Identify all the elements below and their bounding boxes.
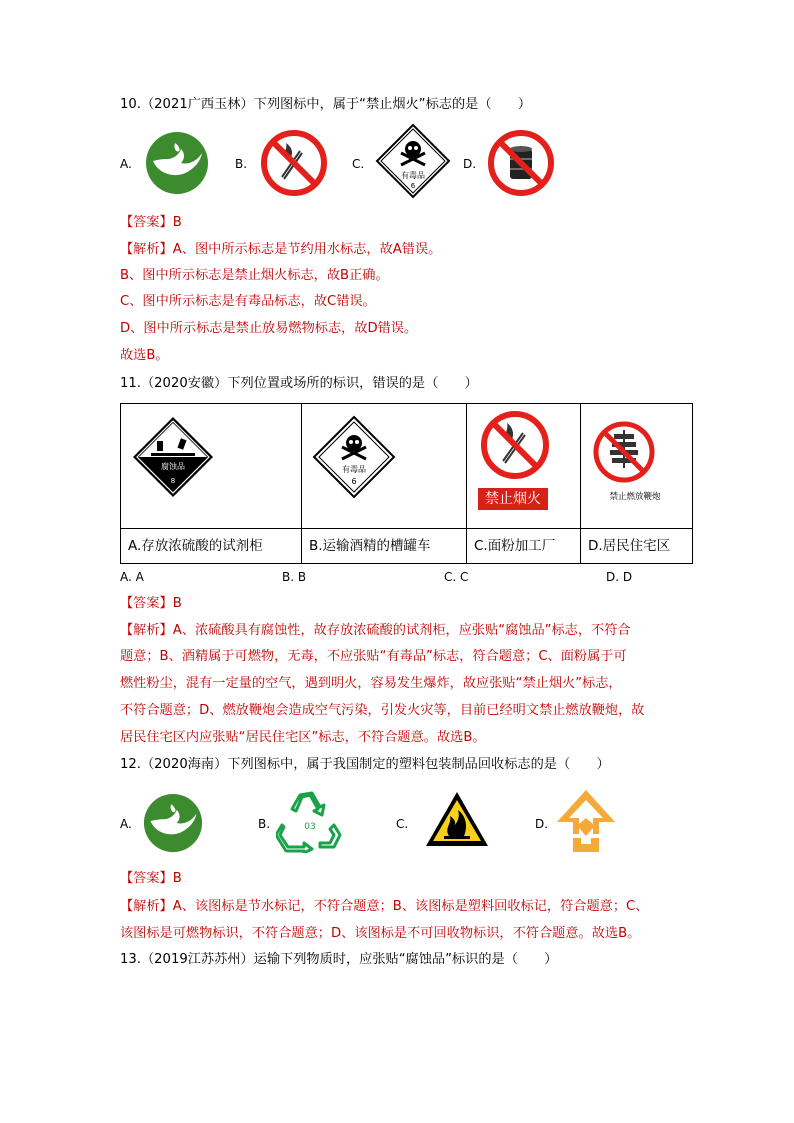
no-firecracker-text: 禁止燃放鞭炮 <box>609 492 661 502</box>
q10-option-a-label: A. <box>120 157 132 171</box>
q11-option-d: D. D <box>606 570 633 584</box>
q11-answer: 【答案】B <box>120 596 182 611</box>
q12-option-a-label: A. <box>120 817 132 831</box>
water-saving-icon <box>145 131 209 195</box>
table-cell-b: B.运输酒精的槽罐车 <box>309 538 431 554</box>
q12-question: 12.（2020海南）下列图标中，属于我国制定的塑料包装制品回收标志的是（ ） <box>120 757 610 772</box>
q11-analysis-line: 不符合题意；D、燃放鞭炮会造成空气污染，引发火灾等，目前已经明文禁止燃放鞭炮，故 <box>120 703 645 718</box>
q10-option-d-label: D. <box>463 157 477 171</box>
table-cell-c: C.面粉加工厂 <box>474 538 556 554</box>
q11-option-c: C. C <box>444 570 469 584</box>
q11-analysis-line: 【解析】A、浓硫酸具有腐蚀性，故存放浓硫酸的试剂柜，应张贴“腐蚀品”标志，不符合 <box>120 623 631 638</box>
corrosive-number: 8 <box>170 477 176 485</box>
q10-question: 10.（2021广西玉林）下列图标中，属于“禁止烟火”标志的是（ ） <box>120 97 532 112</box>
q10-answer: 【答案】B <box>120 215 182 230</box>
q12-answer: 【答案】B <box>120 871 182 886</box>
toxic-icon <box>312 415 396 499</box>
q11-option-a: A. A <box>120 570 144 584</box>
q11-sign-table <box>120 403 693 564</box>
toxic-number: 6 <box>351 477 357 486</box>
q11-question: 11.（2020安徽）下列位置或场所的标识，错误的是（ ） <box>120 376 478 391</box>
q12-option-c-label: C. <box>396 817 409 831</box>
q10-option-b-label: B. <box>235 157 248 171</box>
plastic-recycle-icon <box>276 791 344 853</box>
q11-analysis-line: 题意；B、酒精属于可燃物，无毒，不应张贴“有毒品”标志，符合题意；C、面粉属于可 <box>120 649 627 664</box>
no-fire-banner: 禁止烟火 <box>478 488 548 510</box>
flammable-warning-icon <box>424 790 490 848</box>
q12-analysis-line: 该图标是可燃物标识，不符合题意；D、该图标是不可回收物标识，不符合题意。故选B。 <box>120 926 641 941</box>
non-recyclable-icon <box>555 788 617 854</box>
q11-analysis-line: 燃性粉尘，混有一定量的空气，遇到明火，容易发生爆炸，故应张贴“禁止烟火”标志， <box>120 676 622 691</box>
no-fire-icon <box>260 129 328 197</box>
no-firecracker-icon <box>592 420 656 484</box>
q11-option-b: B. B <box>282 570 307 584</box>
toxic-icon <box>375 123 451 199</box>
table-cell-a: A.存放浓硫酸的试剂柜 <box>128 538 263 554</box>
table-cell-d: D.居民住宅区 <box>588 538 671 554</box>
no-flammable-icon <box>487 129 555 197</box>
q10-analysis-line: C、图中所示标志是有毒品标志，故C错误。 <box>120 294 376 309</box>
q12-option-d-label: D. <box>535 817 549 831</box>
q13-question: 13.（2019江苏苏州）运输下列物质时，应张贴“腐蚀品”标识的是（ ） <box>120 952 558 967</box>
toxic-label: 有毒品 <box>401 171 425 180</box>
q10-analysis-line: 故选B。 <box>120 348 169 363</box>
toxic-label: 有毒品 <box>342 465 366 474</box>
q10-analysis-line: 【解析】A、图中所示标志是节约用水标志，故A错误。 <box>120 242 442 257</box>
toxic-number: 6 <box>410 182 416 190</box>
q10-analysis-line: B、图中所示标志是禁止烟火标志，故B正确。 <box>120 268 389 283</box>
corrosive-icon <box>131 415 215 499</box>
q12-analysis-line: 【解析】A、该图标是节水标记，不符合题意；B、该图标是塑料回收标记，符合题意；C、 <box>120 899 649 914</box>
q11-analysis-line: 居民住宅区内应张贴“居民住宅区”标志，不符合题意。故选B。 <box>120 730 486 745</box>
corrosive-label: 腐蚀品 <box>161 462 185 471</box>
no-fire-icon <box>479 409 551 481</box>
recycle-code: 03 <box>304 822 316 832</box>
q10-analysis-line: D、图中所示标志是禁止放易燃物标志，故D错误。 <box>120 321 418 336</box>
q10-option-c-label: C. <box>352 157 365 171</box>
q12-option-b-label: B. <box>258 817 271 831</box>
water-saving-icon <box>143 793 203 853</box>
